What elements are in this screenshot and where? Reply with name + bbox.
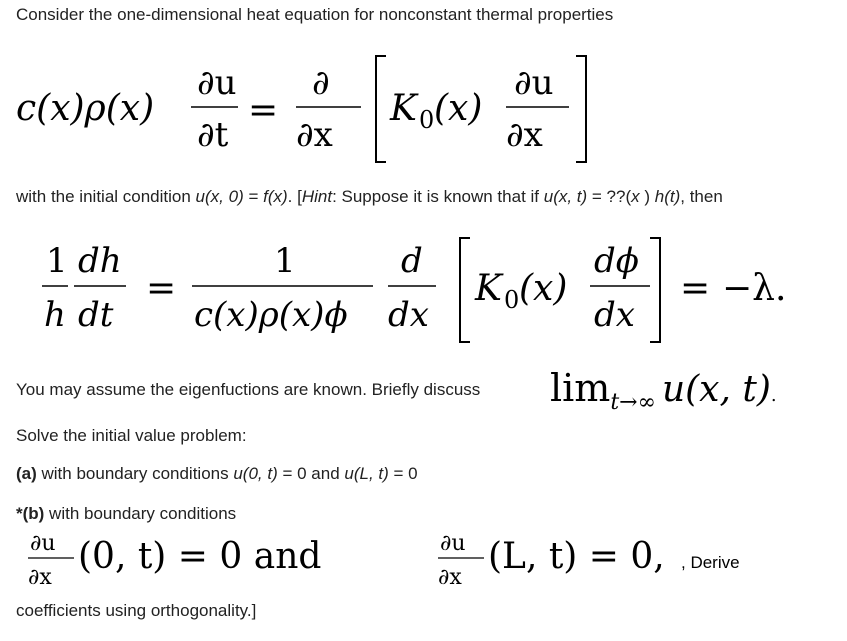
eq2-equals-1: = <box>146 268 177 309</box>
eq2-right-bracket <box>650 238 660 342</box>
limit-expression <box>550 366 777 415</box>
bc-arg1: (0, t) = 0 and <box>78 536 322 577</box>
lim-period: . <box>770 385 777 406</box>
eq2-frac1-den: h <box>44 295 66 335</box>
part-b: *(b) with boundary conditions <box>16 504 237 523</box>
eq1-left-bracket <box>376 56 386 162</box>
eq1-equals: = <box>248 90 279 131</box>
eq1-bracket-coeff: K <box>390 88 417 129</box>
eq2-frac4-num: d <box>401 241 423 281</box>
lim-subscript: t→∞ <box>610 390 656 415</box>
eq2-bracket-arg: (x) <box>519 268 568 309</box>
bc-frac2-den: ∂x <box>438 565 462 590</box>
separated-equation <box>16 232 816 348</box>
eq2-equals-2: = <box>680 268 711 309</box>
eq2-frac4-den: dx <box>388 295 429 335</box>
eq2-rhs: −λ. <box>722 268 787 309</box>
eq1-lhs-num: ∂u <box>197 63 237 103</box>
closing-text: coefficients using orthogonality.] <box>16 601 257 620</box>
intro-text: Consider the one-dimensional heat equation for nonconstant thermal properties <box>16 5 614 24</box>
solve-text: Solve the initial value problem: <box>16 426 247 445</box>
bc-frac1-num: ∂u <box>30 531 56 556</box>
part-b-label: *(b) <box>16 504 45 523</box>
eq2-left-bracket <box>460 238 470 342</box>
part-a: (a) with boundary conditions u(0, t) = 0 and u(L, t) = 0 <box>16 464 418 483</box>
eq1-rhs-den: ∂x <box>296 115 333 155</box>
eq1-lhs-coeff: c(x)ρ(x) <box>16 88 155 129</box>
eq1-right-bracket <box>576 56 586 162</box>
eq1-bracket-arg: (x) <box>434 88 483 129</box>
eq2-bracket-coeff: K <box>475 268 502 309</box>
eq2-bracket-sub: 0 <box>504 286 520 314</box>
part-a-label: (a) <box>16 464 37 483</box>
lim-word: lim <box>550 366 611 410</box>
eq1-rhs-num: ∂ <box>312 63 330 103</box>
eq2-frac2-den: dt <box>78 295 114 335</box>
neumann-conditions <box>16 528 756 592</box>
bc-frac2-num: ∂u <box>440 531 466 556</box>
eq1-bracket-sub: 0 <box>419 106 435 134</box>
eq1-lhs-den: ∂t <box>197 115 229 155</box>
eq2-frac5-den: dx <box>594 295 635 335</box>
lim-argument: u(x, t) <box>661 369 771 410</box>
bc-frac1-den: ∂x <box>28 565 52 590</box>
bc-derive: , Derive <box>681 553 740 572</box>
eq2-frac3-num: 1 <box>274 241 296 281</box>
eq2-frac3-den: c(x)ρ(x)ϕ <box>194 295 348 335</box>
eq1-bracket-num: ∂u <box>514 63 554 103</box>
eq2-frac1-num: 1 <box>46 241 68 281</box>
assume-text: You may assume the eigenfuctions are known. Briefly discuss <box>16 380 481 399</box>
eq2-frac5-num: dϕ <box>594 241 639 281</box>
heat-equation <box>16 54 596 164</box>
bc-arg2: (L, t) = 0, <box>488 536 665 577</box>
initial-condition-text: with the initial condition u(x, 0) = f(x). [Hint: Suppose it is known that if u(x, t) = ??(x ) h(t), then <box>16 187 723 206</box>
eq2-frac2-num: dh <box>78 241 122 281</box>
eq1-bracket-den: ∂x <box>506 115 543 155</box>
